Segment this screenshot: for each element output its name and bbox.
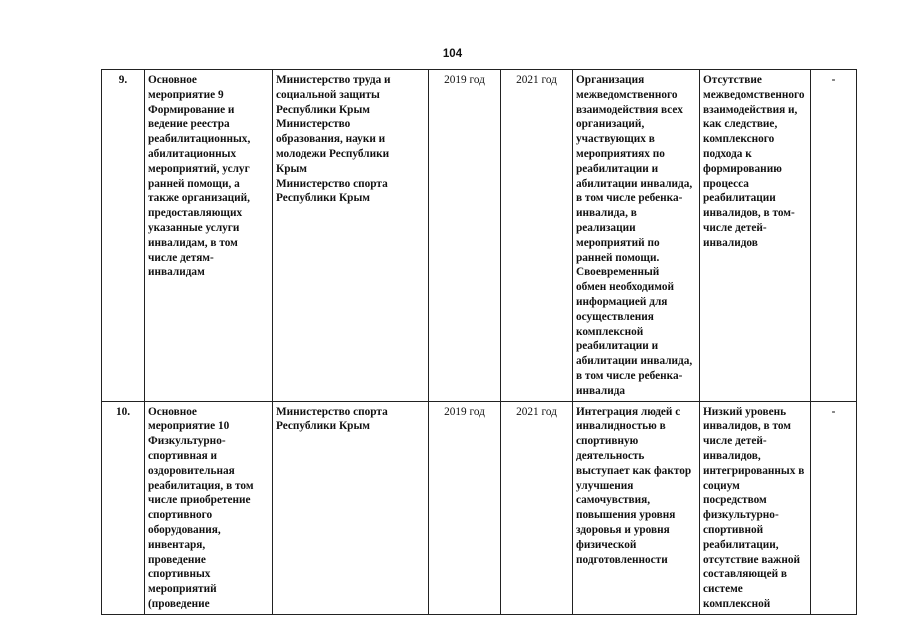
row-number-cell: 10. (102, 401, 145, 614)
measure-text: Основное мероприятие 9 Формирование и ведение реестра реабилитационных, абилитационных мероприятий, услуг ранней помощи, а также организаций, предоставляющих указанные услуги инвалидам, в том числе детям- инвалидам (148, 74, 251, 279)
measure-cell (145, 401, 273, 614)
consequences-cell (700, 401, 811, 614)
row-number-cell: 9. (102, 70, 145, 402)
table-row (102, 401, 857, 614)
consequences-text: Отсутствие межведомственного взаимодействия и, как следствие, комплексного подхода к формированию процесса реабилитации инвалидов, в том- числе детей- инвалидов (703, 74, 805, 249)
measures-table (101, 69, 857, 615)
measure-cell (145, 70, 273, 402)
consequences-cell (700, 70, 811, 402)
start-year-cell: 2019 год (429, 70, 501, 402)
table-row (102, 70, 857, 402)
end-year-cell: 2021 год (501, 401, 573, 614)
executors-cell (273, 70, 429, 402)
executors-cell (273, 401, 429, 614)
executors-text: Министерство труда и социальной защиты Республики Крым Министерство образования, науки и молодежи Республики Крым Министерство спорта Республики Крым (276, 74, 391, 205)
consequences-text: Низкий уровень инвалидов, в том числе детей- инвалидов, интегрированных в социум посредством физкультурно- спортивной реабилитации, отсутствие важной составляющей в системе комплексной (703, 405, 805, 610)
result-cell (573, 70, 700, 402)
result-text: Интеграция людей с инвалидностью в спортивную деятельность выступает как фактор улучшения самочувствия, повышения уровня здоровья и уровня физической подготовленности (576, 405, 692, 566)
start-year-cell: 2019 год (429, 401, 501, 614)
result-text: Организация межведомственного взаимодействия всех организаций, участвующих в мероприятиях по реабилитации и абилитации инвалида, в том числе ребенка- инвалида, в реализации мероприятий по ранней помощи. Своевременный обмен необходимой информацией для осуществления комплексной реабилитации и абилитации инвалида, в том числе ребенка- инвалида (576, 74, 693, 397)
page-number: 104 (442, 48, 463, 60)
measure-text: Основное мероприятие 10 Физкультурно- спортивная и оздоровительная реабилитация, в том числе приобретение спортивного оборудования, инвентаря, проведение спортивных мероприятий (проведение (148, 405, 254, 610)
end-year-cell: 2021 год (501, 70, 573, 402)
link-cell: - (811, 70, 857, 402)
result-cell (573, 401, 700, 614)
link-cell: - (811, 401, 857, 614)
executors-text: Министерство спорта Республики Крым (276, 405, 388, 433)
